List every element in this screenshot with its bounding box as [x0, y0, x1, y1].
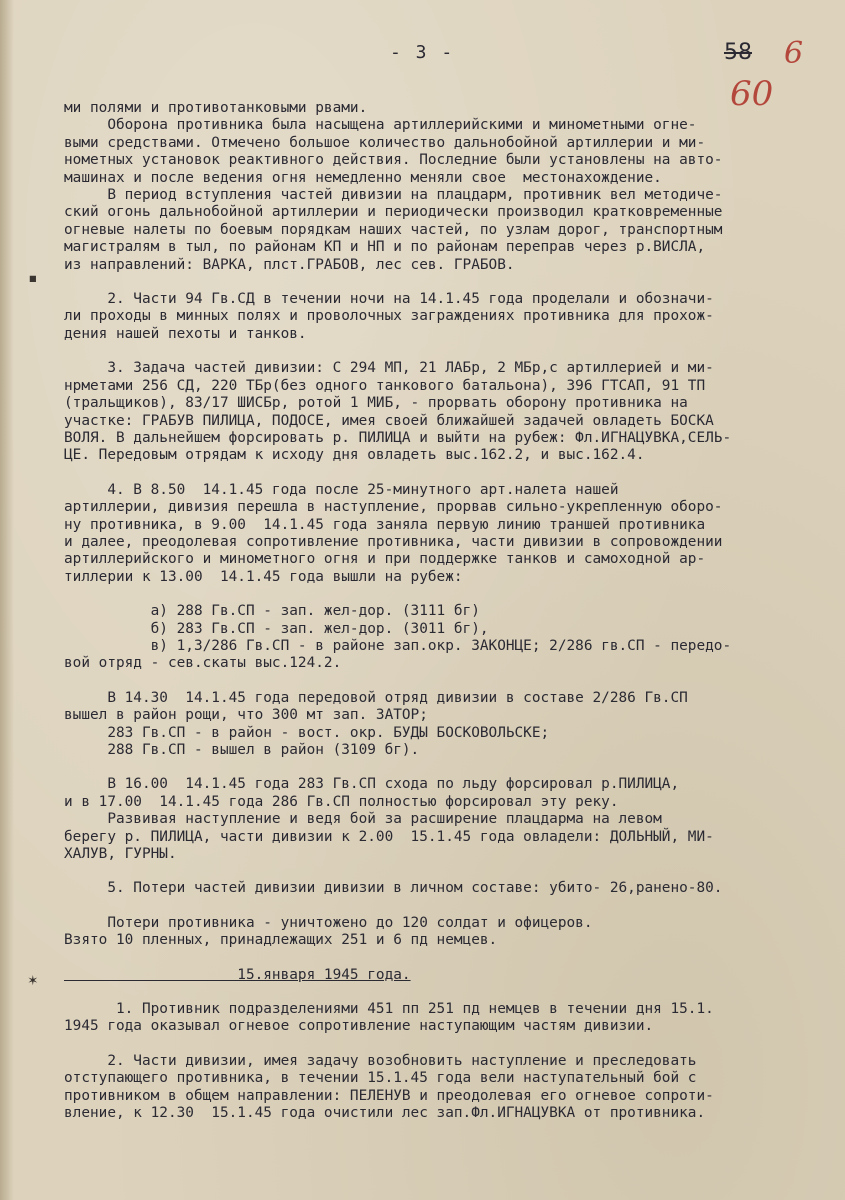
paragraph-gap [64, 274, 834, 291]
text-line: ми полями и противотанковыми рвами. [64, 100, 368, 116]
text-line: вой отряд - сев.скаты выс.124.2. [64, 655, 342, 672]
page-edge-shadow [0, 0, 14, 1200]
margin-mark: ✶ [28, 970, 38, 989]
paragraph-gap [64, 465, 834, 482]
text-line: 3. Задача частей дивизии: С 294 МП, 21 ЛАБр, 2 МБр,с артиллерией и ми- [64, 360, 714, 377]
text-line: В период вступления частей дивизии на плацдарм, противник вел методиче- [64, 187, 723, 204]
text-line: и в 17.00 14.1.45 года 286 Гв.СП полностью форсировал эту реку. [64, 793, 619, 810]
text-line: 1945 года оказывал огневое сопротивление наступающим частям дивизии. [64, 1018, 654, 1035]
text-line: В 16.00 14.1.45 года 283 Гв.СП схода по льду форсировал р.ПИЛИЦА, [64, 776, 680, 793]
text-line: Развивая наступление и ведя бой за расширение плацдарма на левом [64, 811, 662, 828]
paragraph-gap [64, 673, 834, 690]
text-line: ЦЕ. Передовым отрядам к исходу дня овладеть выс.162.2, и выс.162.4. [64, 447, 645, 464]
text-line: артиллерийского и минометного огня и при поддержке танков и самоходной ар- [64, 551, 706, 568]
text-line: ли проходы в минных полях и проволочных заграждениях противника для прохож- [64, 308, 714, 325]
page-number: - 3 - [390, 42, 455, 63]
text-line: вышел в район рощи, что 300 мт зап. ЗАТОР; [64, 707, 428, 724]
text-line: машинах и после ведения огня немедленно меняли свое местонахождение. [64, 169, 662, 186]
text-line: огневые налеты по боевым порядкам наших частей, по узлам дорог, транспортным [64, 221, 723, 238]
text-line: артиллерии, дивизия перешла в наступление, прорвав сильно-укрепленную оборо- [64, 499, 723, 516]
red-handwritten-annotation-bottom: 60 [730, 74, 774, 114]
text-line: 2. Части 94 Гв.СД в течении ночи на 14.1.45 года проделали и обозначи- [64, 291, 714, 308]
text-line: нрметами 256 СД, 220 ТБр(без одного танкового батальона), 396 ГТСАП, 91 ТП [64, 377, 706, 394]
text-line: б) 283 Гв.СП - зап. жел-дор. (3011 бг), [64, 620, 489, 637]
text-line: тиллерии к 13.00 14.1.45 года вышли на рубеж: [64, 568, 463, 585]
text-line: Потери противника - уничтожено до 120 солдат и офицеров. [64, 914, 593, 931]
text-line: вление, к 12.30 15.1.45 года очистили лес зап.Фл.ИГНАЦУВКА от противника. [64, 1105, 706, 1122]
text-line: берегу р. ПИЛИЦА, части дивизии к 2.00 15.1.45 года овладели: ДОЛЬНЫЙ, МИ- [64, 828, 714, 845]
paragraph-gap [64, 759, 834, 776]
archive-page-number: 58 [724, 40, 752, 65]
text-line: а) 288 Гв.СП - зап. жел-дор. (3111 бг) [64, 603, 480, 620]
text-line: дения нашей пехоты и танков. [64, 325, 307, 342]
paragraph-gap [64, 1036, 834, 1053]
text-line: участке: ГРАБУВ ПИЛИЦА, ПОДОСЕ, имея своей ближайшей задачей овладеть БОСКА [64, 412, 714, 429]
text-line: магистралям в тыл, по районам КП и НП и по районам переправ через р.ВИСЛА, [64, 239, 706, 256]
text-line: отступающего противника, в течении 15.1.45 года вели наступательный бой с [64, 1070, 697, 1087]
text-line: В 14.30 14.1.45 года передовой отряд дивизии в составе 2/286 Гв.СП [64, 689, 688, 706]
paragraph-gap [64, 950, 834, 967]
text-line: из направлений: ВАРКА, плст.ГРАБОВ, лес сев. ГРАБОВ. [64, 256, 515, 273]
text-line: ский огонь дальнобойной артиллерии и периодически производил кратковременные [64, 204, 723, 221]
text-line: противником в общем направлении: ПЕЛЕНУВ и преодолевая его огневое сопроти- [64, 1087, 714, 1104]
text-line: 283 Гв.СП - в район - вост. окр. БУДЫ БОСКОВОЛЬСКЕ; [64, 724, 550, 741]
paragraph-gap [64, 898, 834, 915]
red-handwritten-annotation-top: 6 [784, 36, 804, 71]
text-line: (тральщиков), 83/17 ШИСБр, ротой 1 МИБ, - прорвать оборону противника на [64, 395, 688, 412]
text-line: 4. В 8.50 14.1.45 года после 25-минутного арт.налета нашей [64, 481, 619, 498]
text-line: Оборона противника была насыщена артиллерийскими и минометными огне- [64, 117, 697, 134]
text-line: в) 1,3/286 Гв.СП - в районе зап.окр. ЗАКОНЦЕ; 2/286 гв.СП - передо- [64, 637, 732, 654]
paragraph-gap [64, 586, 834, 603]
text-line: 5. Потери частей дивизии дивизии в личном составе: убито- 26,ранено-80. [64, 880, 723, 897]
paragraph-gap [64, 863, 834, 880]
text-line: Взято 10 пленных, принадлежащих 251 и 6 пд немцев. [64, 932, 498, 949]
text-line: ВОЛЯ. В дальнейшем форсировать р. ПИЛИЦА и выйти на рубеж: Фл.ИГНАЦУВКА,СЕЛЬ- [64, 429, 732, 446]
text-line: ХАЛУВ, ГУРНЫ. [64, 846, 177, 863]
text-line: выми средствами. Отмечено большое количество дальнобойной артиллерии и ми- [64, 134, 706, 151]
text-line: нометных установок реактивного действия. Последние были установлены на авто- [64, 152, 723, 169]
text-line: 2. Части дивизии, имея задачу возобновить наступление и преследовать [64, 1052, 697, 1069]
margin-mark: ▪ [28, 268, 38, 287]
text-line: и далее, преодолевая сопротивление противника, части дивизии в сопровождении [64, 533, 723, 550]
paragraph-gap [64, 984, 834, 1001]
typed-text-body [64, 100, 834, 1123]
date-heading: 15.января 1945 года. [64, 966, 411, 983]
text-line: ну противника, в 9.00 14.1.45 года заняла первую линию траншей противника [64, 516, 706, 533]
paragraph-gap [64, 343, 834, 360]
text-line: 288 Гв.СП - вышел в район (3109 бг). [64, 742, 420, 758]
text-line: 1. Противник подразделениями 451 пп 251 пд немцев в течении дня 15.1. [64, 1001, 714, 1018]
